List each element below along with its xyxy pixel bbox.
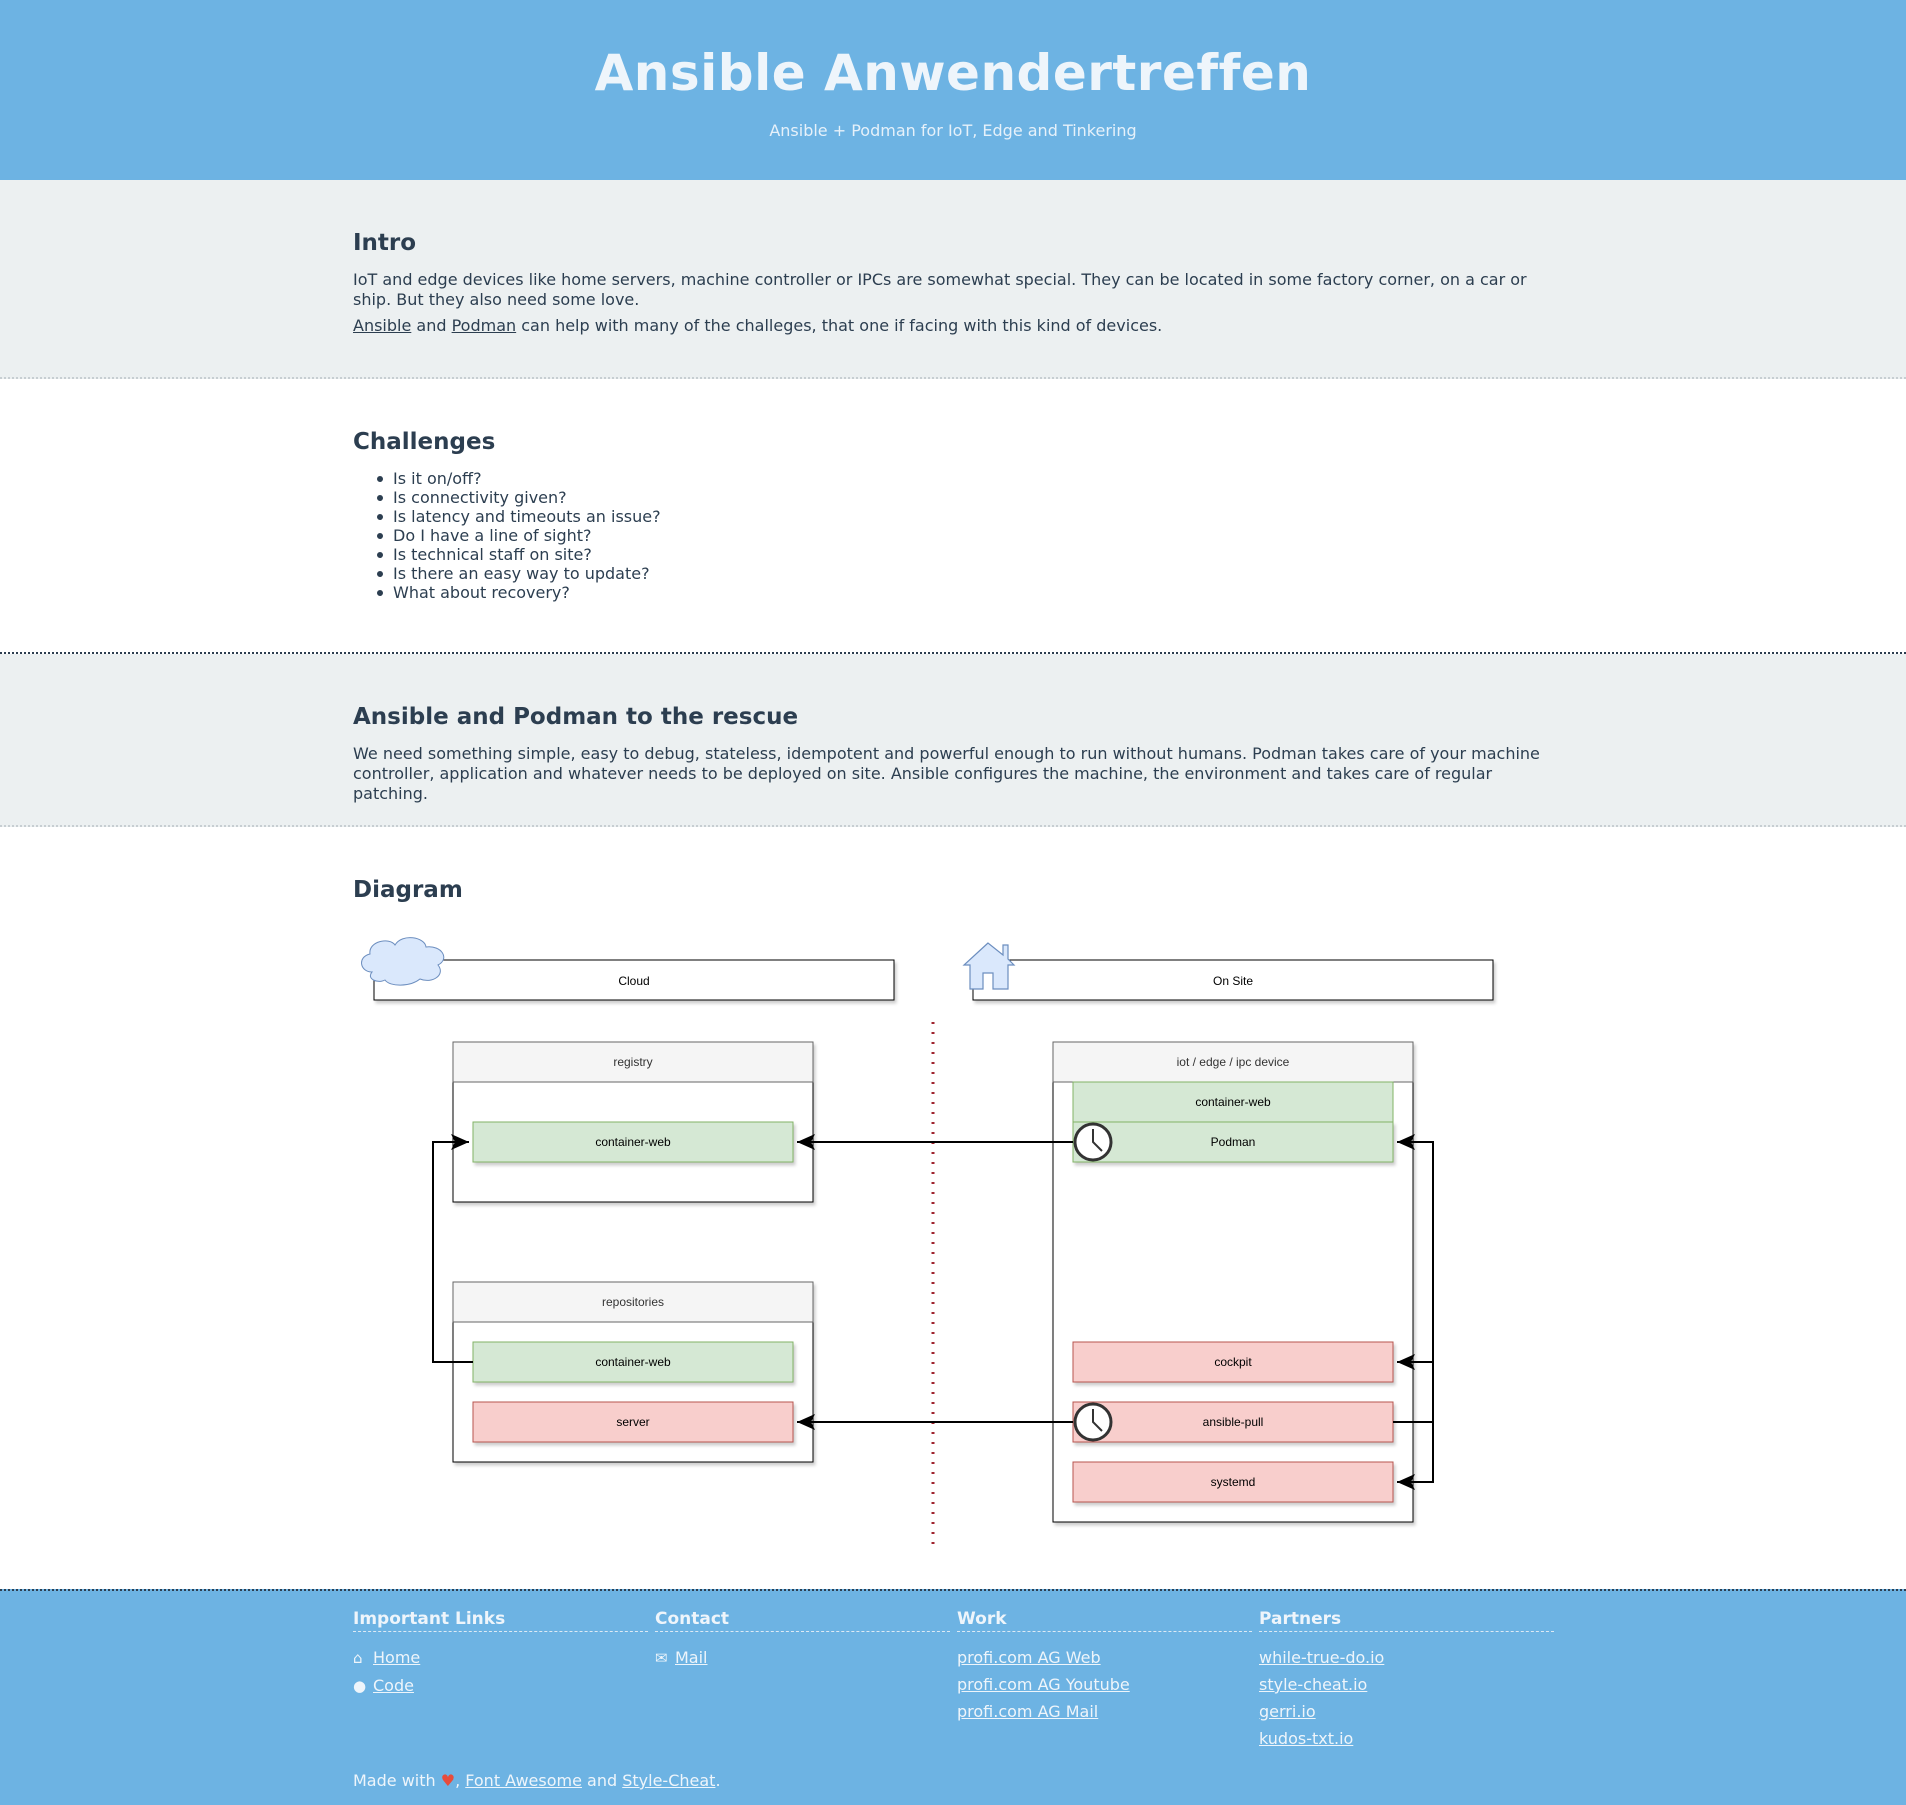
challenges-list [377,469,1553,602]
page-footer [0,1589,1906,1805]
list-item: Is it on/off? [377,469,1553,488]
font-awesome-link[interactable]: Font Awesome [465,1771,582,1790]
intro-paragraph: IoT and edge devices like home servers, machine controller or IPCs are somewhat special. They can be located in some factory corner, on a car or ship. But they also need some love. [353,270,1527,309]
footer-partner-link[interactable]: gerri.io [1259,1702,1316,1721]
page-subtitle: Ansible + Podman for IoT, Edge and Tinkering [769,121,1137,140]
diagram-heading: Diagram [353,877,463,903]
footer-work-link[interactable]: profi.com AG Mail [957,1702,1099,1721]
challenges-heading: Challenges [353,429,496,455]
github-icon: ● [353,1677,367,1695]
intro-section [0,180,1906,379]
footer-links-heading: Important Links [353,1609,648,1632]
ansible-link[interactable]: Ansible [353,316,412,335]
footer-home-link[interactable] [353,1644,648,1672]
onsite-label: On Site [1212,974,1254,988]
rescue-paragraph: We need something simple, easy to debug, stateless, idempotent and powerful enough to run without humans. Podman takes care of your machine controller, application and whatever needs to be deployed on site. Ansible configures the machine, the environment and takes care of regular patching. [353,744,1540,803]
footer-contact-heading: Contact [655,1609,950,1632]
repositories-box [453,1282,813,1462]
architecture-diagram [0,827,1906,1587]
made-with-text: Made with [353,1771,441,1790]
intro-and: and [411,316,452,335]
device-cockpit: cockpit [1214,1355,1252,1369]
heart-icon: ♥ [440,1771,456,1790]
intro-paragraph-2-rest: can help with many of the challeges, that one if facing with this kind of devices. [516,316,1163,335]
list-item: Is latency and timeouts an issue? [377,507,1553,526]
footer-mail-label: Mail [675,1648,708,1667]
repo-server: server [616,1415,650,1429]
registry-container-web: container-web [595,1135,671,1149]
device-label: iot / edge / ipc device [1176,1055,1290,1069]
list-item: What about recovery? [377,583,1553,602]
cloud-icon [362,938,444,986]
rescue-section [0,654,1906,827]
podman-link[interactable]: Podman [451,316,517,335]
clock-icon [1075,1404,1111,1440]
made-with-and: and [581,1771,623,1790]
footer-partners [1259,1609,1554,1752]
list-item: Is connectivity given? [377,488,1553,507]
diagram-section [0,827,1906,1587]
clock-icon [1075,1124,1111,1160]
footer-important-links [353,1609,648,1700]
made-with-period: . [715,1771,721,1790]
page-header [0,0,1906,180]
device-box [1053,1042,1413,1522]
home-icon: ⌂ [353,1649,363,1667]
list-item: Do I have a line of sight? [377,526,1553,545]
footer-work [957,1609,1252,1725]
footer-partner-link[interactable]: style-cheat.io [1259,1675,1368,1694]
footer-home-label: Home [373,1648,421,1667]
footer-partner-link[interactable]: while-true-do.io [1259,1648,1385,1667]
footer-code-label: Code [373,1676,414,1695]
challenges-section [0,379,1906,654]
envelope-icon: ✉ [655,1649,668,1667]
intro-heading: Intro [353,230,417,256]
repositories-label: repositories [601,1295,665,1309]
footer-work-link[interactable]: profi.com AG Web [957,1648,1101,1667]
repo-container-web: container-web [595,1355,671,1369]
registry-label: registry [613,1055,653,1069]
onsite-swimlane [973,960,1493,1000]
rescue-heading: Ansible and Podman to the rescue [353,704,799,730]
footer-work-heading: Work [957,1609,1252,1632]
footer-code-link[interactable] [353,1672,648,1700]
cloud-label: Cloud [618,974,650,988]
device-podman: Podman [1210,1135,1256,1149]
style-cheat-link[interactable]: Style-Cheat [622,1771,716,1790]
registry-box [453,1042,813,1202]
intro-paragraph-2 [353,316,1553,336]
list-item: Is there an easy way to update? [377,564,1553,583]
footer-contact [655,1609,950,1672]
device-ansible-pull: ansible-pull [1202,1415,1264,1429]
cloud-swimlane [374,960,894,1000]
footer-partners-heading: Partners [1259,1609,1554,1632]
footer-partner-link[interactable]: kudos-txt.io [1259,1729,1354,1748]
device-container-web: container-web [1195,1095,1271,1109]
list-item: Is technical staff on site? [377,545,1553,564]
footer-made-with: Made with ♥, Font Awesome and Style-Cheat. [353,1771,721,1790]
page-title: Ansible Anwendertreffen [594,44,1312,102]
footer-mail-link[interactable] [655,1644,950,1672]
device-systemd: systemd [1210,1475,1256,1489]
footer-work-link[interactable]: profi.com AG Youtube [957,1675,1130,1694]
